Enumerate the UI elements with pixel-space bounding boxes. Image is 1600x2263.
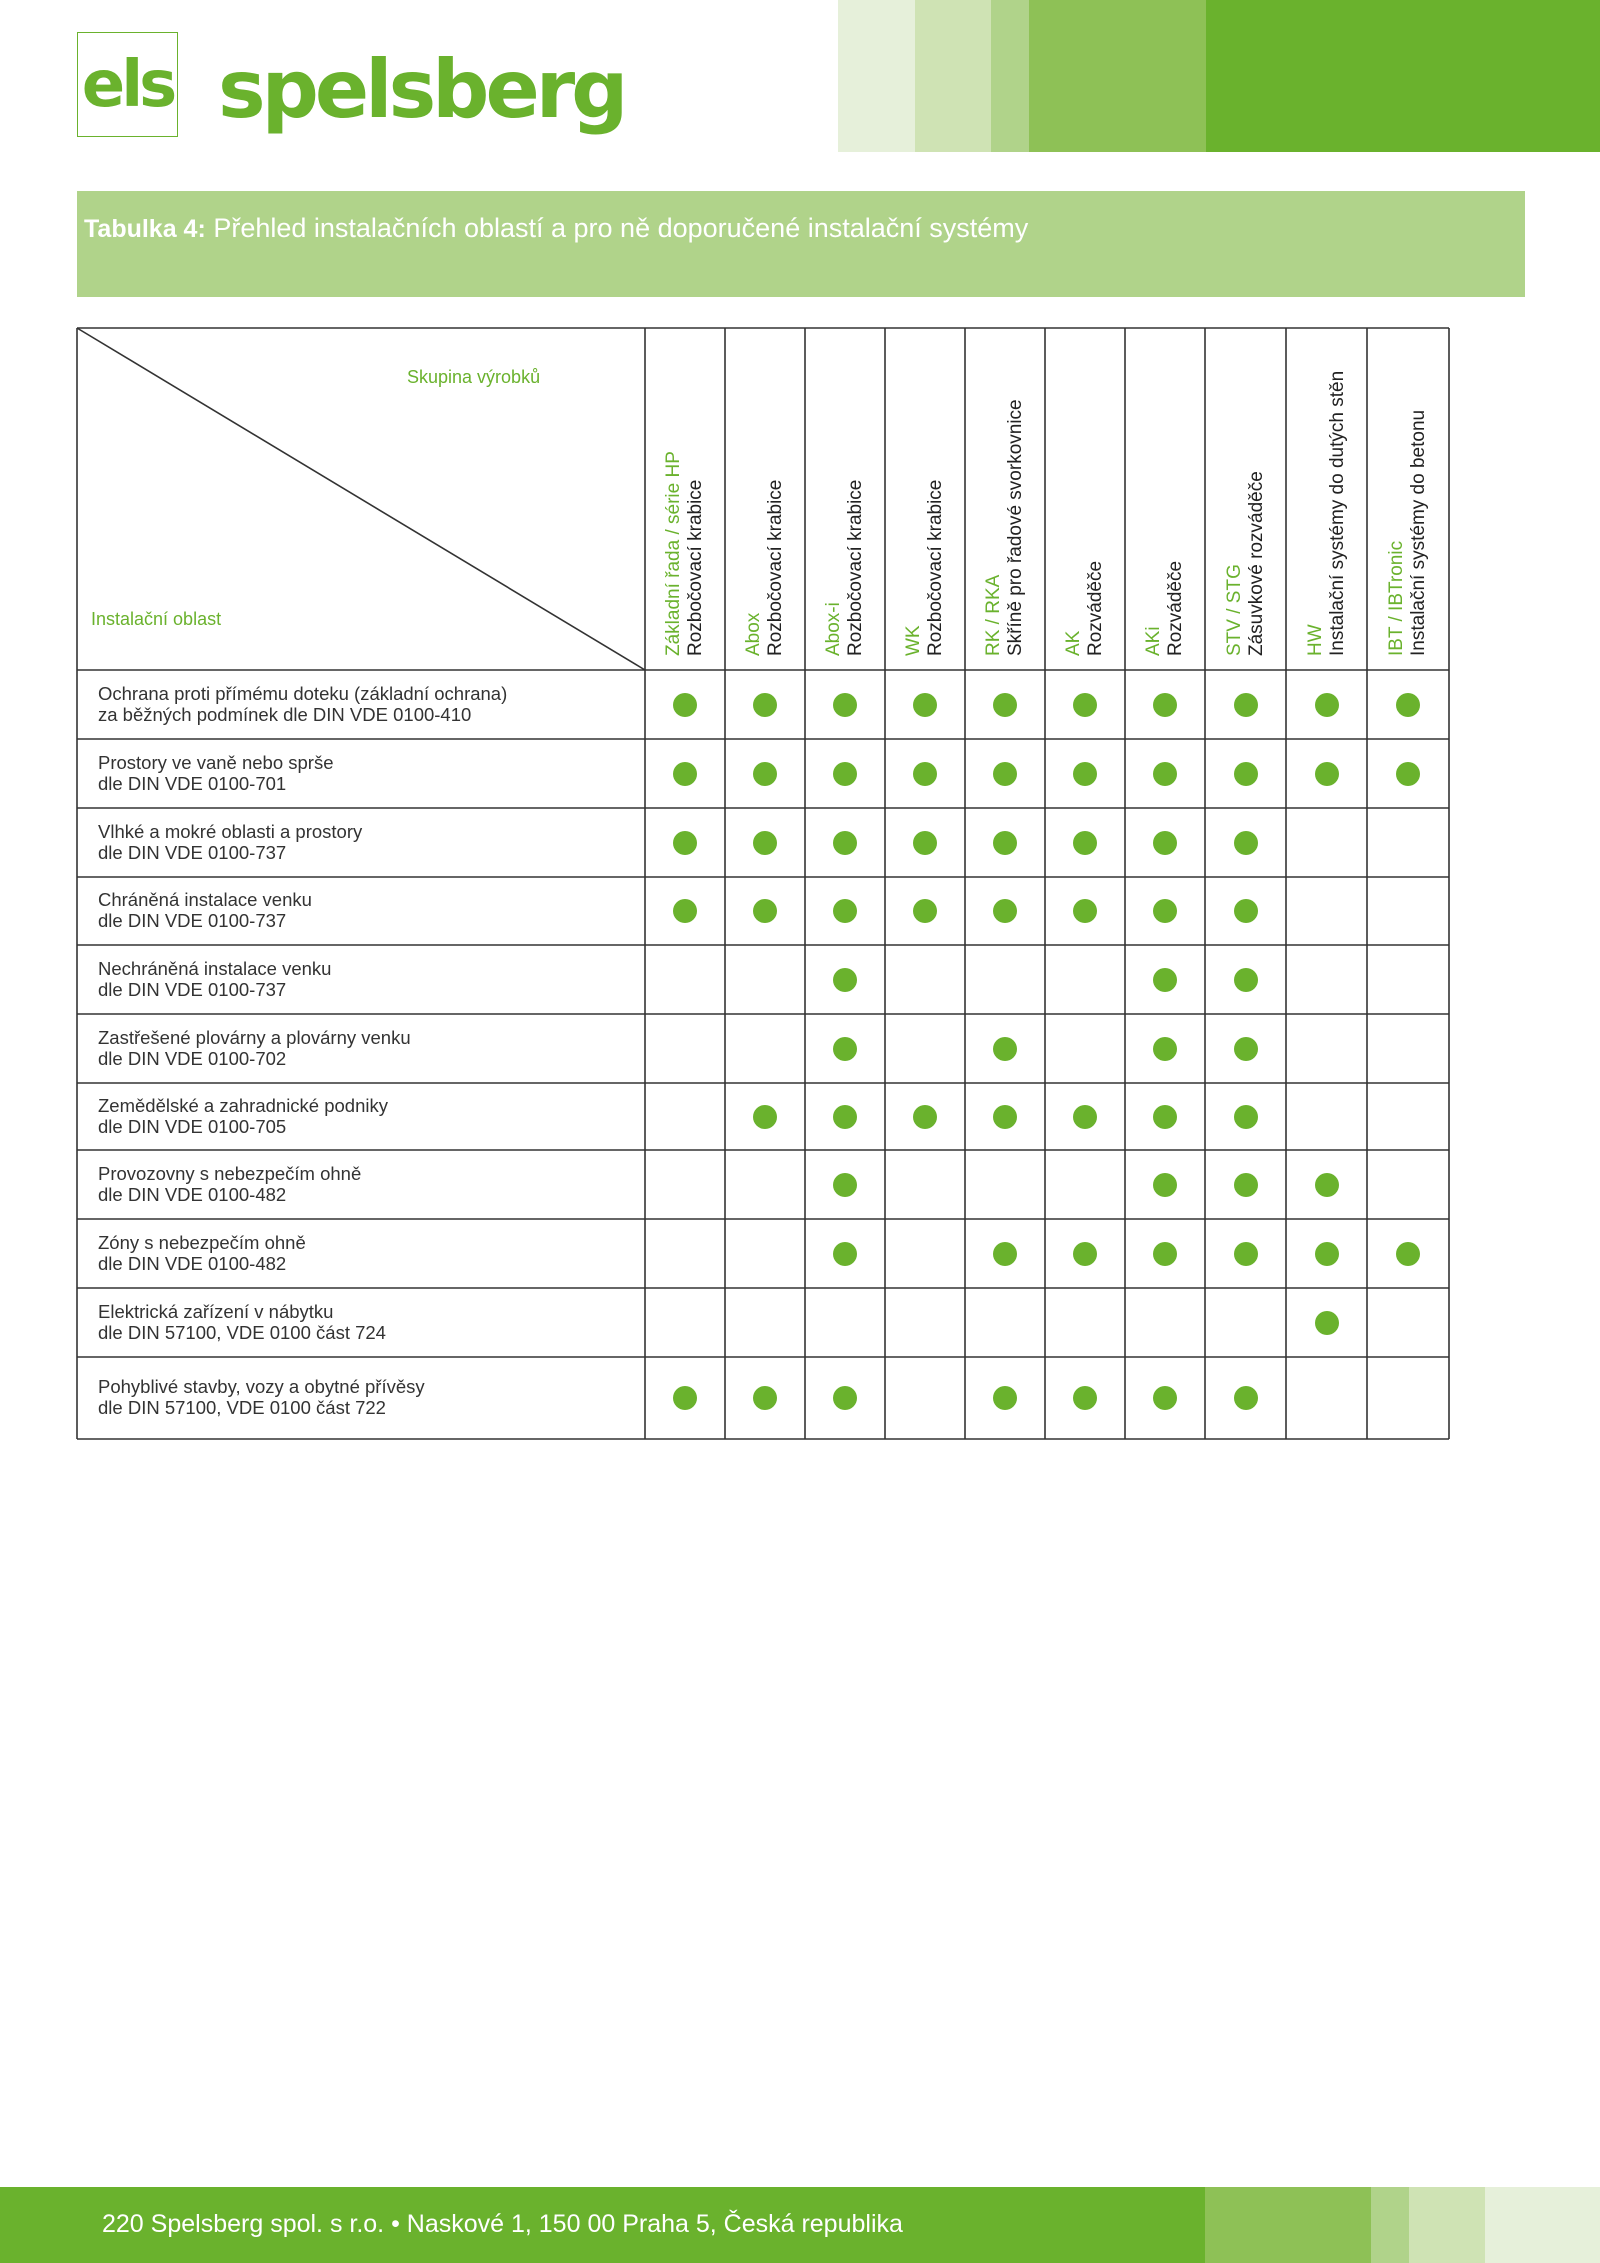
row-label-line1: Provozovny s nebezpečím ohně <box>98 1162 362 1184</box>
row-label-line1: Prostory ve vaně nebo sprše <box>98 751 334 773</box>
suitability-dot <box>993 1105 1017 1129</box>
suitability-dot <box>993 1242 1017 1266</box>
suitability-dot <box>1234 1105 1258 1129</box>
row-label-line1: Chráněná instalace venku <box>98 889 312 910</box>
column-code: STV / STG <box>1223 564 1245 656</box>
corner-label-installation-area: Instalační oblast <box>91 609 222 629</box>
column-code: WK <box>903 625 924 656</box>
suitability-dot <box>673 831 697 855</box>
row-label-line2: dle DIN VDE 0100-737 <box>98 910 287 931</box>
suitability-dot <box>833 1037 857 1061</box>
title-text: Přehled instalačních oblastí a pro ně doporučené instalační systémy <box>213 213 1029 243</box>
row-label <box>98 1095 388 1137</box>
suitability-dot <box>1073 899 1097 923</box>
suitability-dot <box>753 831 777 855</box>
suitability-dot <box>1153 762 1177 786</box>
row-label-line2: dle DIN 57100, VDE 0100 část 724 <box>98 1321 386 1343</box>
column-code: HW <box>1304 624 1326 656</box>
suitability-dot <box>913 693 937 717</box>
column-description: Rozváděče <box>1085 560 1106 656</box>
suitability-dot <box>753 762 777 786</box>
suitability-dot <box>1315 1173 1339 1197</box>
suitability-dot <box>833 831 857 855</box>
suitability-dot <box>1153 1105 1177 1129</box>
suitability-dot <box>1234 1037 1258 1061</box>
suitability-dot <box>1234 1173 1258 1197</box>
suitability-dot <box>673 1386 697 1410</box>
suitability-dot <box>1153 693 1177 717</box>
suitability-dot <box>833 762 857 786</box>
row-label-line1: Elektrická zařízení v nábytku <box>98 1300 334 1322</box>
title-prefix: Tabulka 4: <box>84 215 206 243</box>
footer-address: Spelsberg spol. s r.o. • Naskové 1, 150 00 Praha 5, Česká republika <box>150 2210 903 2238</box>
suitability-dot <box>753 899 777 923</box>
column-description: Skříně pro řadové svorkovnice <box>1005 399 1026 656</box>
footer-text <box>102 2210 903 2239</box>
suitability-dot <box>993 1037 1017 1061</box>
column-description: Zásuvkové rozváděče <box>1245 471 1267 656</box>
suitability-dot <box>833 968 857 992</box>
row-label-line1: Pohyblivé stavby, vozy a obytné přívěsy <box>98 1376 425 1397</box>
column-code: AKi <box>1143 626 1164 656</box>
suitability-dot <box>833 899 857 923</box>
column-code: AK <box>1063 630 1084 656</box>
suitability-dot <box>1153 968 1177 992</box>
row-label <box>98 683 507 725</box>
suitability-dot <box>913 899 937 923</box>
els-logo: els <box>77 32 178 137</box>
suitability-dot <box>833 1173 857 1197</box>
column-description: Rozbočovací krabice <box>845 479 866 656</box>
row-label-line1: Ochrana proti přímému doteku (základní ochrana) <box>98 682 508 704</box>
row-label <box>98 1301 386 1343</box>
suitability-dot <box>1234 831 1258 855</box>
suitability-dot <box>1315 762 1339 786</box>
column-code: IBT / IBTronic <box>1386 540 1407 656</box>
suitability-dot <box>833 1105 857 1129</box>
column-description: Instalační systémy do betonu <box>1408 409 1429 656</box>
suitability-dot <box>993 1386 1017 1410</box>
suitability-dot <box>1315 693 1339 717</box>
column-code: RK / RKA <box>983 574 1004 656</box>
column-code: Abox-i <box>823 602 844 656</box>
suitability-dot <box>1234 1386 1258 1410</box>
suitability-dot <box>673 693 697 717</box>
suitability-dot <box>993 762 1017 786</box>
column-description: Instalační systémy do dutých stěn <box>1326 370 1348 656</box>
column-description: Rozváděče <box>1165 560 1186 656</box>
suitability-dot <box>753 693 777 717</box>
suitability-dot <box>1396 1242 1420 1266</box>
corner-label-product-group: Skupina výrobků <box>407 367 541 387</box>
suitability-dot <box>993 693 1017 717</box>
row-label-line2: dle DIN VDE 0100-737 <box>98 841 287 863</box>
suitability-dot <box>1234 762 1258 786</box>
suitability-dot <box>1153 1173 1177 1197</box>
suitability-dot <box>673 762 697 786</box>
row-label-line2: dle DIN VDE 0100-701 <box>98 772 287 794</box>
row-label <box>98 889 312 931</box>
row-label-line2: dle DIN VDE 0100-482 <box>98 1183 287 1205</box>
row-label-line2: dle DIN VDE 0100-737 <box>98 978 287 1000</box>
suitability-dot <box>1153 899 1177 923</box>
row-label <box>98 958 331 1000</box>
footer-color-stripes <box>1205 2187 1600 2263</box>
row-label-line1: Zemědělské a zahradnické podniky <box>98 1094 388 1116</box>
row-label-line2: dle DIN VDE 0100-705 <box>98 1115 287 1137</box>
suitability-dot <box>1315 1242 1339 1266</box>
spelsberg-logo: spelsberg <box>218 43 625 136</box>
suitability-dot <box>913 831 937 855</box>
suitability-dot <box>753 1105 777 1129</box>
row-label-line2: dle DIN VDE 0100-482 <box>98 1252 287 1274</box>
row-label-line2: za běžných podmínek dle DIN VDE 0100-410 <box>98 703 472 725</box>
suitability-dot <box>993 831 1017 855</box>
suitability-dot <box>1153 1242 1177 1266</box>
suitability-dot <box>1073 831 1097 855</box>
column-code: Základní řada / série HP <box>663 451 684 656</box>
suitability-dot <box>1234 1242 1258 1266</box>
row-label <box>98 1232 306 1274</box>
suitability-dot <box>1396 693 1420 717</box>
row-label-line1: Vlhké a mokré oblasti a prostory <box>98 820 363 842</box>
column-description: Rozbočovací krabice <box>925 479 946 656</box>
suitability-dot <box>993 899 1017 923</box>
footer-page-number: 220 <box>102 2210 144 2238</box>
column-code: Abox <box>743 612 764 656</box>
row-label-line1: Nechráněná instalace venku <box>98 957 332 979</box>
suitability-dot <box>833 1242 857 1266</box>
suitability-dot <box>1073 1386 1097 1410</box>
suitability-dot <box>1234 693 1258 717</box>
suitability-dot <box>1073 1242 1097 1266</box>
suitability-dot <box>753 1386 777 1410</box>
suitability-dot <box>913 1105 937 1129</box>
suitability-dot <box>1073 762 1097 786</box>
suitability-dot <box>1315 1311 1339 1335</box>
row-label <box>98 1376 425 1418</box>
suitability-dot <box>1396 762 1420 786</box>
suitability-dot <box>913 762 937 786</box>
row-label <box>98 1027 411 1069</box>
suitability-dot <box>1153 1037 1177 1061</box>
row-label-line1: Zóny s nebezpečím ohně <box>98 1231 306 1253</box>
row-label <box>98 752 334 794</box>
suitability-dot <box>673 899 697 923</box>
column-description: Rozbočovací krabice <box>685 479 706 656</box>
suitability-dot <box>1073 1105 1097 1129</box>
suitability-dot <box>833 693 857 717</box>
suitability-dot <box>1153 831 1177 855</box>
row-label <box>98 821 362 863</box>
row-label-line1: Zastřešené plovárny a plovárny venku <box>98 1026 411 1048</box>
suitability-dot <box>833 1386 857 1410</box>
suitability-dot <box>1234 968 1258 992</box>
row-label-line2: dle DIN 57100, VDE 0100 část 722 <box>98 1397 386 1418</box>
suitability-dot <box>1153 1386 1177 1410</box>
suitability-dot <box>1234 899 1258 923</box>
suitability-dot <box>1073 693 1097 717</box>
row-label-line2: dle DIN VDE 0100-702 <box>98 1047 287 1069</box>
row-label <box>98 1163 361 1205</box>
column-description: Rozbočovací krabice <box>765 479 786 656</box>
